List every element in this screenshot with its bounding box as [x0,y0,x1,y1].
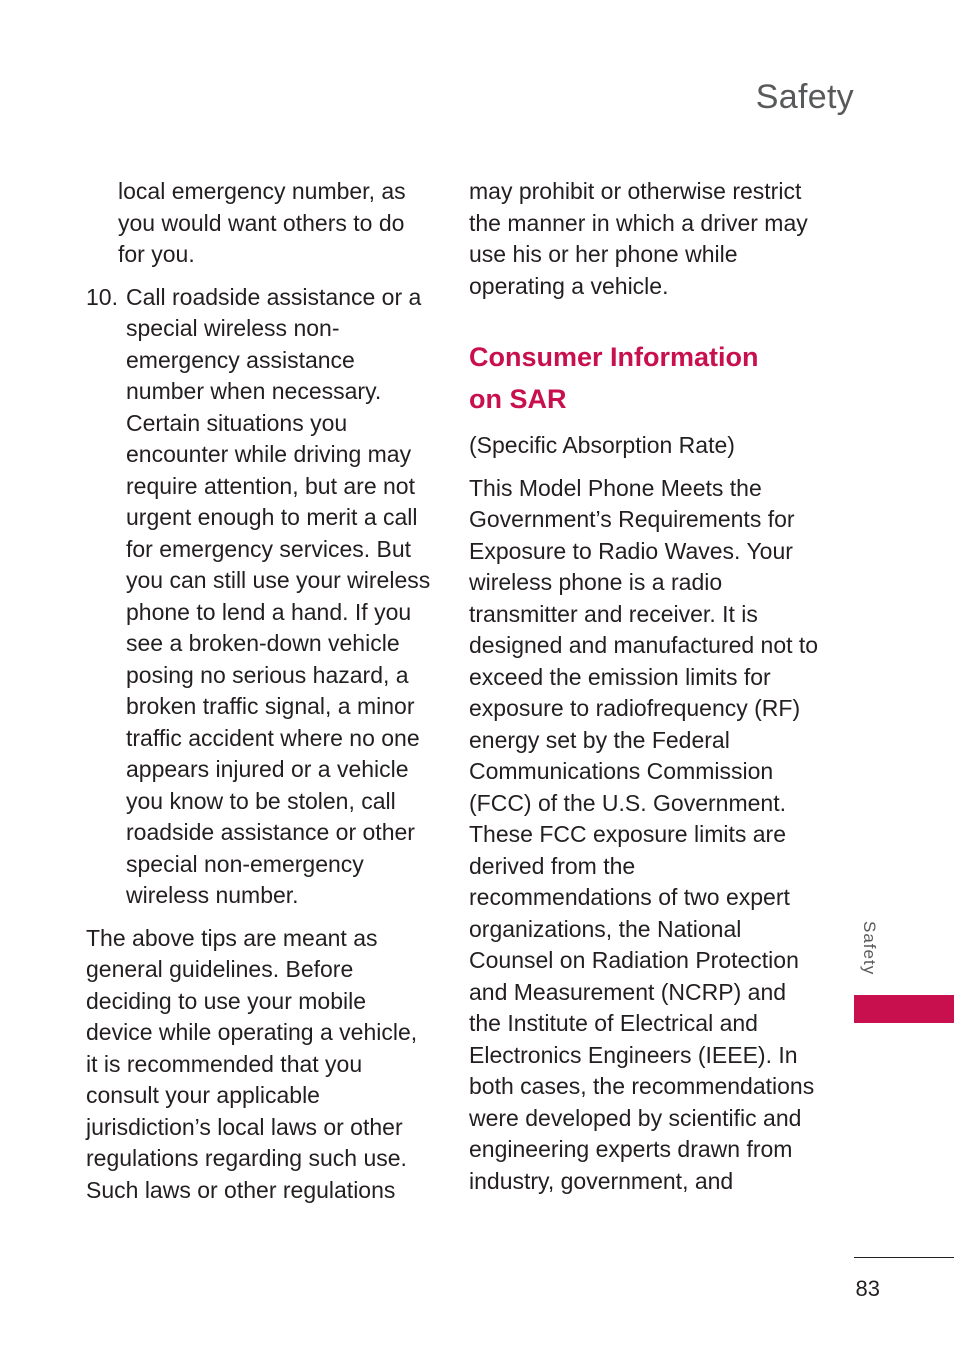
side-tab-bar [854,995,954,1023]
continuation-text: local emergency number, as you would want others to do for you. [118,178,406,267]
sar-heading: Consumer Information on SAR [469,342,759,414]
right-column [469,176,819,1197]
list-item-10 [86,282,431,912]
sar-body-text: Your wireless phone is a radio transmitter and receiver. It is designed and manufactured not to exceed the emission limits for exposure to radiofrequency (RF) energy set by the Federal Communications Commission (FCC) of the U.S. Government. These FCC exposure limits are derived from the recommendations of two expert organizations, the National Counsel on Radiation Protection and Measurement (NCRP) and the Institute of Electrical and Electronics Engineers (IEEE). In both cases, the recommendations were developed by scientific and engineering experts drawn from industry, government, and [469,537,819,1194]
sar-subheading: (Specific Absorption Rate) [469,432,735,458]
footer-divider [854,1257,954,1258]
continuation-text: may prohibit or otherwise restrict the manner in which a driver may use his or her phone while operating a vehicle. [469,178,808,299]
left-column [86,176,431,1206]
list-item-number: 10. [86,283,118,310]
list-item-text: Call roadside assistance or a special wireless non-emergency assistance number when necessary. Certain situations you encounter while driving may require attention, but are not urgent enough to merit a call for emergency services. But you can still use your wireless phone to lend a hand. If you see a broken-down vehicle posing no serious hazard, a broken traffic signal, a minor traffic accident where no one appears injured or a vehicle you know to be stolen, call roadside assistance or other special non-emergency wireless number. [126,283,431,908]
page-number: 83 [855,1276,880,1301]
sar-body-paragraph [469,473,819,1198]
side-tab-label: Safety [860,921,879,976]
sar-lead-in: This Model Phone Meets the Government’s Requirements for Exposure to Radio Waves. [469,474,795,564]
closing-paragraph: The above tips are meant as general guidelines. Before deciding to use your mobile device while operating a vehicle, it is recommended that you consult your applicable jurisdiction’s local laws or other regulations regarding such use. Such laws or other regulations [86,924,418,1203]
section-title: Safety [755,78,854,116]
